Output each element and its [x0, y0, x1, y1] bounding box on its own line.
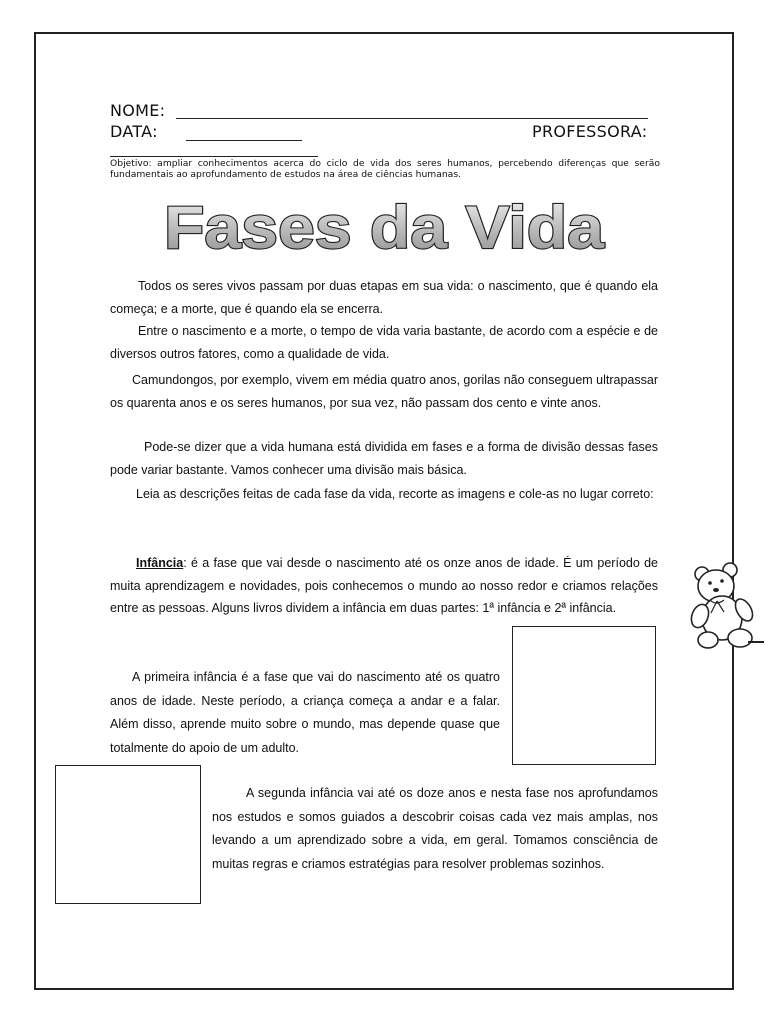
date-field-line[interactable] — [186, 140, 302, 141]
infancia-term: Infância — [136, 556, 184, 570]
image-paste-box-1[interactable] — [512, 626, 656, 765]
teddy-bear-icon — [688, 556, 768, 652]
intro-paragraph-2: Entre o nascimento e a morte, o tempo de vida varia bastante, de acordo com a espécie e de diversos outros fatores, como a qualidade de vida. — [110, 324, 658, 361]
infancia-paragraph — [110, 552, 658, 620]
page-title — [150, 192, 618, 264]
date-label: DATA: — [110, 122, 158, 141]
infancia-text: : é a fase que vai desde o nascimento até os onze anos de idade. É um período de muita aprendizagem e novidades, pois conhecemos o mundo ao nosso redor e criamos relações entre as pessoas. Alguns livros dividem a infância em duas partes: 1ª infância e 2ª infância. — [110, 556, 658, 615]
image-paste-box-2[interactable] — [55, 765, 201, 904]
intro-paragraph-3: Camundongos, por exemplo, vivem em média quatro anos, gorilas não conseguem ultrapassar os quarenta anos e os seres humanos, por sua vez, não passam dos cento e vinte anos. — [110, 373, 658, 410]
intro-paragraph-1: Todos os seres vivos passam por duas etapas em sua vida: o nascimento, que é quando ela começa; e a morte, que é quando ela se encerra. — [110, 279, 658, 316]
name-label: NOME: — [110, 101, 166, 120]
primeira-infancia-paragraph: A primeira infância é a fase que vai do nascimento até os quatro anos de idade. Neste período, a criança começa a andar e a falar. Além disso, aprende muito sobre o mundo, mas depende quase que totalmente do apoio de um adulto. — [110, 670, 500, 755]
objective-text: Objetivo: ampliar conhecimentos acerca do ciclo de vida dos seres humanos, percebendo diferenças que serão fundamentais ao aprofundamento de estudos na área de ciências humanas. — [110, 158, 660, 180]
name-field-line[interactable] — [176, 118, 648, 119]
page-title-text: Fases da Vida — [164, 194, 605, 261]
segunda-infancia-paragraph: A segunda infância vai até os doze anos e nesta fase nos aprofundamos nos estudos e somos guiados a descobrir coisas cada vez mais amplas, nos levando a um aprendizado sobre a vida, em geral. Tomamos consciência de muitas regras e criamos estratégias para resolver problemas sozinhos. — [212, 786, 658, 871]
teacher-label: PROFESSORA: — [532, 122, 648, 141]
teacher-field-line[interactable] — [110, 156, 318, 157]
intro-paragraph-4: Pode-se dizer que a vida humana está dividida em fases e a forma de divisão dessas fases pode variar bastante. Vamos conhecer uma divisão mais básica. — [110, 440, 658, 477]
intro-paragraph-5: Leia as descrições feitas de cada fase da vida, recorte as imagens e cole-as no lugar correto: — [136, 487, 654, 501]
